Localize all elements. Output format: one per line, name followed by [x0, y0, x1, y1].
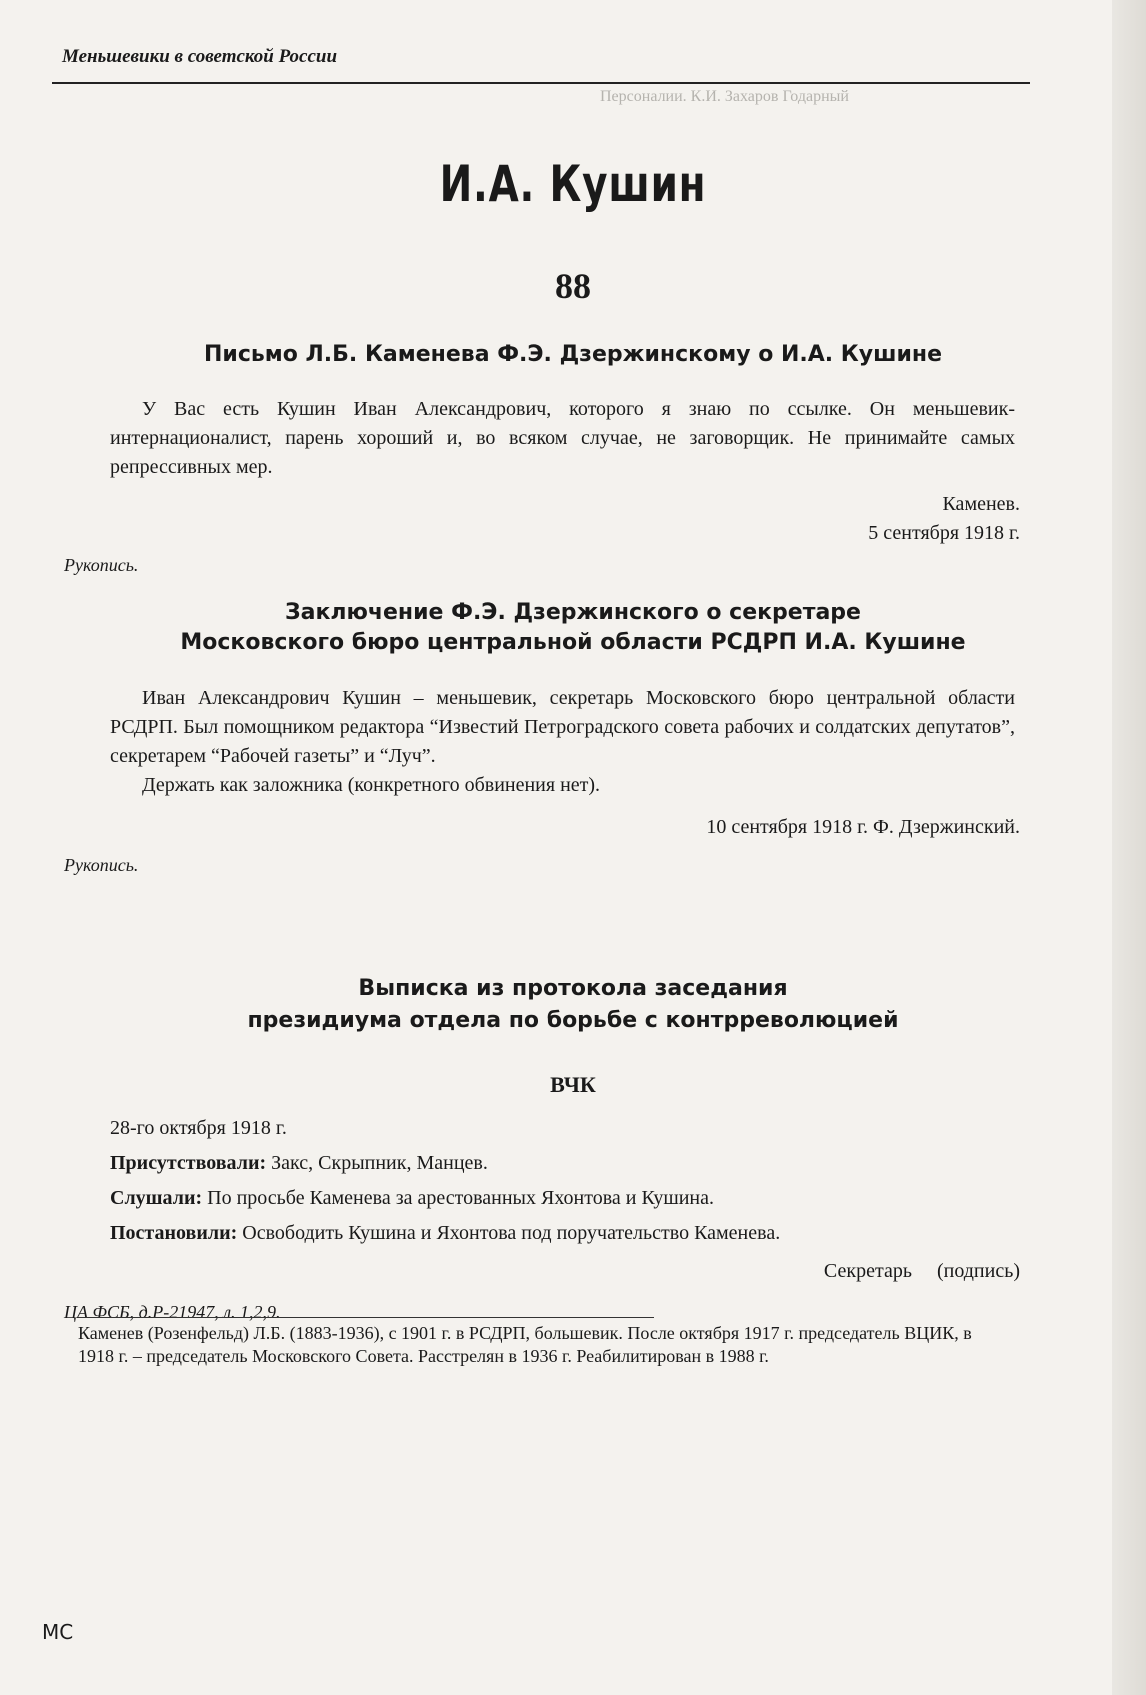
extract-heading-line2: президиума отдела по борьбе с контрреволюцией [247, 1008, 899, 1033]
page-title: И.А. Кушин [439, 155, 707, 213]
bleed-through-text: Персоналии. К.И. Захаров Годарный [600, 88, 849, 105]
secretary-label: Секретарь [823, 1260, 912, 1282]
signature-note: (подпись) [936, 1260, 1020, 1282]
footnote: Каменев (Розенфельд) Л.Б. (1883-1936), с 1901 г. в РСДРП, большевик. После октября 1917 г. председатель ВЦИК, в 1918 г. – председатель Московского Совета. Расстрелян в 1936 г. Реабилитирован в 1988 г. [78, 1323, 972, 1366]
extract-date: 28-го октября 1918 г. [110, 1117, 287, 1139]
heard-label: Слушали: [110, 1187, 203, 1209]
letter-signature: Каменев. [942, 493, 1020, 515]
letter-date: 5 сентября 1918 г. [868, 522, 1020, 544]
letter-text: У Вас есть Кушин Иван Александрович, которого я знаю по ссылке. Он меньшевик-интернационалист, парень хороший и, во всяком случае, не заговорщик. Не принимайте самых репрессивных мер. [110, 398, 1015, 478]
conclusion-text: Иван Александрович Кушин – меньшевик, секретарь Московского бюро центральной области РСДРП. Был помощником редактора “Известий Петроградского совета рабочих и солдатских депутатов”, секретарем “Рабочей газеты” и “Луч”. [110, 687, 1015, 767]
page-mark: МС [42, 1620, 74, 1644]
resolved-value: Освободить Кушина и Яхонтова под поручательство Каменева. [242, 1222, 781, 1244]
page-edge-shadow [1112, 0, 1146, 1695]
conclusion-date-signature: 10 сентября 1918 г. Ф. Дзержинский. [706, 816, 1020, 838]
extract-heard [110, 1187, 714, 1210]
extract-org: ВЧК [550, 1072, 596, 1097]
extract-present [110, 1152, 488, 1175]
conclusion-heading-line2: Московского бюро центральной области РСДРП И.А. Кушине [180, 630, 966, 655]
resolved-label: Постановили: [110, 1222, 238, 1244]
conclusion-source: Рукопись. [64, 855, 139, 875]
secretary-signature [824, 1257, 1020, 1286]
heard-value: По просьбе Каменева за арестованных Яхонтова и Кушина. [207, 1187, 715, 1209]
present-label: Присутствовали: [110, 1152, 267, 1174]
extract-resolved [110, 1222, 780, 1245]
extract-heading-line1: Выписка из протокола заседания [358, 976, 788, 1001]
document-number: 88 [555, 266, 591, 306]
footnote-rule [78, 1317, 654, 1318]
header-rule [52, 82, 1030, 84]
archive-reference: ЦА ФСБ, д.Р-21947, л. 1,2,9. [64, 1302, 281, 1322]
running-head: Меньшевики в советской России [62, 46, 338, 67]
conclusion-text-2: Держать как заложника (конкретного обвинения нет). [142, 774, 601, 796]
present-value: Закс, Скрыпник, Манцев. [271, 1152, 488, 1174]
letter-heading: Письмо Л.Б. Каменева Ф.Э. Дзержинскому о И.А. Кушине [204, 342, 942, 367]
letter-source: Рукопись. [64, 555, 139, 575]
conclusion-heading-line1: Заключение Ф.Э. Дзержинского о секретаре [285, 600, 861, 625]
